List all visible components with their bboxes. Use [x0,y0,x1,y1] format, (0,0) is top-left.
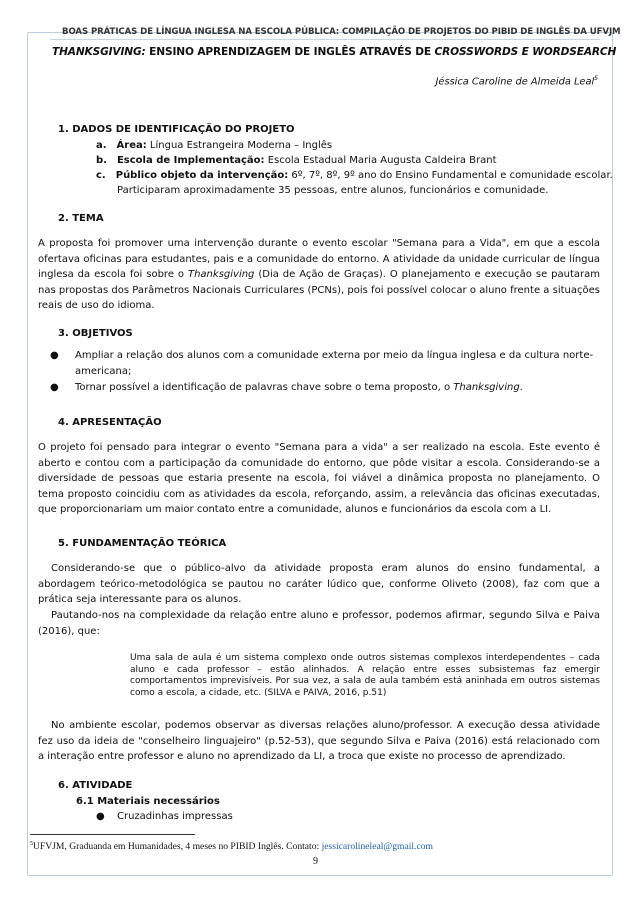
running-header: BOAS PRÁTICAS DE LÍNGUA INGLESA NA ESCOLA PÚBLICA: COMPILAÇÃO DE PROJETOS DO PIBID DE INGLÊS DA UFVJM [62,27,621,37]
s3-bullet-2-after: . [519,382,523,393]
s1-item-b [96,155,497,166]
section-5-heading: 5. FUNDAMENTAÇÃO TEÓRICA [58,538,227,549]
section-6-heading: 6. ATIVIDADE [58,780,133,791]
section-3-heading: 3. OBJETIVOS [58,328,133,339]
section-1-heading: 1. DADOS DE IDENTIFICAÇÃO DO PROJETO [58,124,295,135]
s1-item-c [96,170,613,181]
s3-bullet-1: Ampliar a relação dos alunos com a comunidade externa por meio da língua inglesa e da cultura norte- [75,350,594,361]
s1-c-label: Público objeto da intervenção: [115,170,289,181]
footnote-divider [30,834,195,835]
title-italic-1: THANKSGIVING: [52,46,146,58]
s3-bullet-2 [75,382,523,393]
s6-bullet-1: Cruzadinhas impressas [117,811,233,822]
footnote-marker: 5 [30,841,33,847]
author-footnote-ref: 5 [594,75,598,82]
s1-a-label: Área: [116,140,147,151]
s5-block-quote: Uma sala de aula é um sistema complexo onde outros sistemas complexos interdependentes – cada aluno e cada professor – estão alinhados. A relação entre esses subsistemas faz emergir comportamentos imprevisíveis. Por sua vez, a sala de aula também está aninhada em outros sistemas como a escola, a cidade, etc. (SILVA e PAIVA, 2016, p.51) [130,653,600,698]
s1-b-marker: b. [96,155,107,166]
s1-a-text: Língua Estrangeira Moderna – Inglês [146,140,333,151]
footnote-text: UFVJM, Graduanda em Humanidades, 4 meses no PIBID Inglês. Contato: [33,841,322,853]
footnote-email-link[interactable]: jessicarolineleal@gmail.com [321,841,433,853]
document-title [52,46,616,58]
s3-bullet-2-before: Tornar possível a identificação de palavras chave sobre o tema proposto, o [75,382,454,393]
s2-text-italic: Thanksgiving [187,269,255,281]
section-2-heading: 2. TEMA [58,213,104,224]
author-text: Jéssica Caroline de Almeida Leal [435,76,595,88]
s3-bullet-1-continued: americana; [75,366,132,377]
s1-item-a [96,140,332,151]
s2-paragraph [38,236,600,314]
s1-item-c-continued: Participaram aproximadamente 35 pessoas, entre alunos, funcionários e comunidade. [117,185,549,196]
title-middle: ENSINO APRENDIZAGEM DE INGLÊS ATRAVÉS DE [145,46,435,58]
s5-paragraph-1: Considerando-se que o público-alvo da atividade proposta eram alunos do ensino fundamental, a abordagem teórico-metodológica se pautou no caráter lúdico que, conforme Oliveto (2008), faz com que a prática seja interessante para os alunos. [38,563,600,606]
s1-c-marker: c. [96,170,106,181]
author-name [436,75,598,87]
s2-text-after: (Dia de Ação de Graças). O planejamento e execução se pautaram nas propostas dos Parâmetros Nacionais Curriculares (PCNs), pois foi possível colocar o aluno frente a situações reais de uso do idioma. [38,269,601,312]
title-italic-2: CROSSWORDS E WORDSEARCH [434,46,617,58]
bullet-icon: ● [50,350,59,361]
s1-b-label: Escola de Implementação: [116,155,265,166]
s5-paragraph-3: No ambiente escolar, podemos observar as diversas relações aluno/professor. A execução dessa atividade fez uso da ideia de "conselheiro linguajeiro" (p.52-53), que segundo Silva e Paiva (2016) está relacionado com a interação entre professor e aluno no aprendizado da LI, a troca que existe no processo de aprendizado. [38,720,600,763]
s5-paragraph-2: Pautando-nos na complexidade da relação entre aluno e professor, podemos afirmar, segundo Silva e Paiva (2016), que: [38,610,600,637]
s1-b-text: Escola Estadual Maria Augusta Caldeira Brant [264,155,497,166]
bullet-icon: ● [96,811,105,822]
s2-text-before: A proposta foi promover uma intervenção durante o evento escolar "Semana para a Vida", em que a escola ofertava oficinas para estudantes, pais e a comunidade do entorno. A atividade da unidade curricular de língua inglesa da escola foi sobre o [38,238,600,281]
s6-subheading: 6.1 Materiais necessários [76,796,220,807]
s4-paragraph: O projeto foi pensado para integrar o evento "Semana para a vida" a ser realizado na escola. Este evento é aberto e contou com a participação da comunidade do entorno, que pôde visitar a escola. Considerando-se a diversidade de pessoas que estaria presente na escola, foi viável a dinâmica proposta no planejamento. O tema proposto coincidiu com as atividades da escola, reforçando, assim, a relevância das oficinas executadas, que proporcionariam um maior contato entre a comunidade, alunos e funcionários da escola com a LI. [38,442,600,516]
s1-c-text: 6º, 7º, 8º, 9º ano do Ensino Fundamental e comunidade escolar. [288,170,613,181]
page-number: 9 [313,856,318,867]
footnote [30,841,433,852]
header-divider [50,39,600,40]
section-4-heading: 4. APRESENTAÇÃO [58,417,162,428]
s3-bullet-2-italic: Thanksgiving [453,382,520,393]
bullet-icon: ● [50,382,59,393]
s1-a-marker: a. [96,140,107,151]
